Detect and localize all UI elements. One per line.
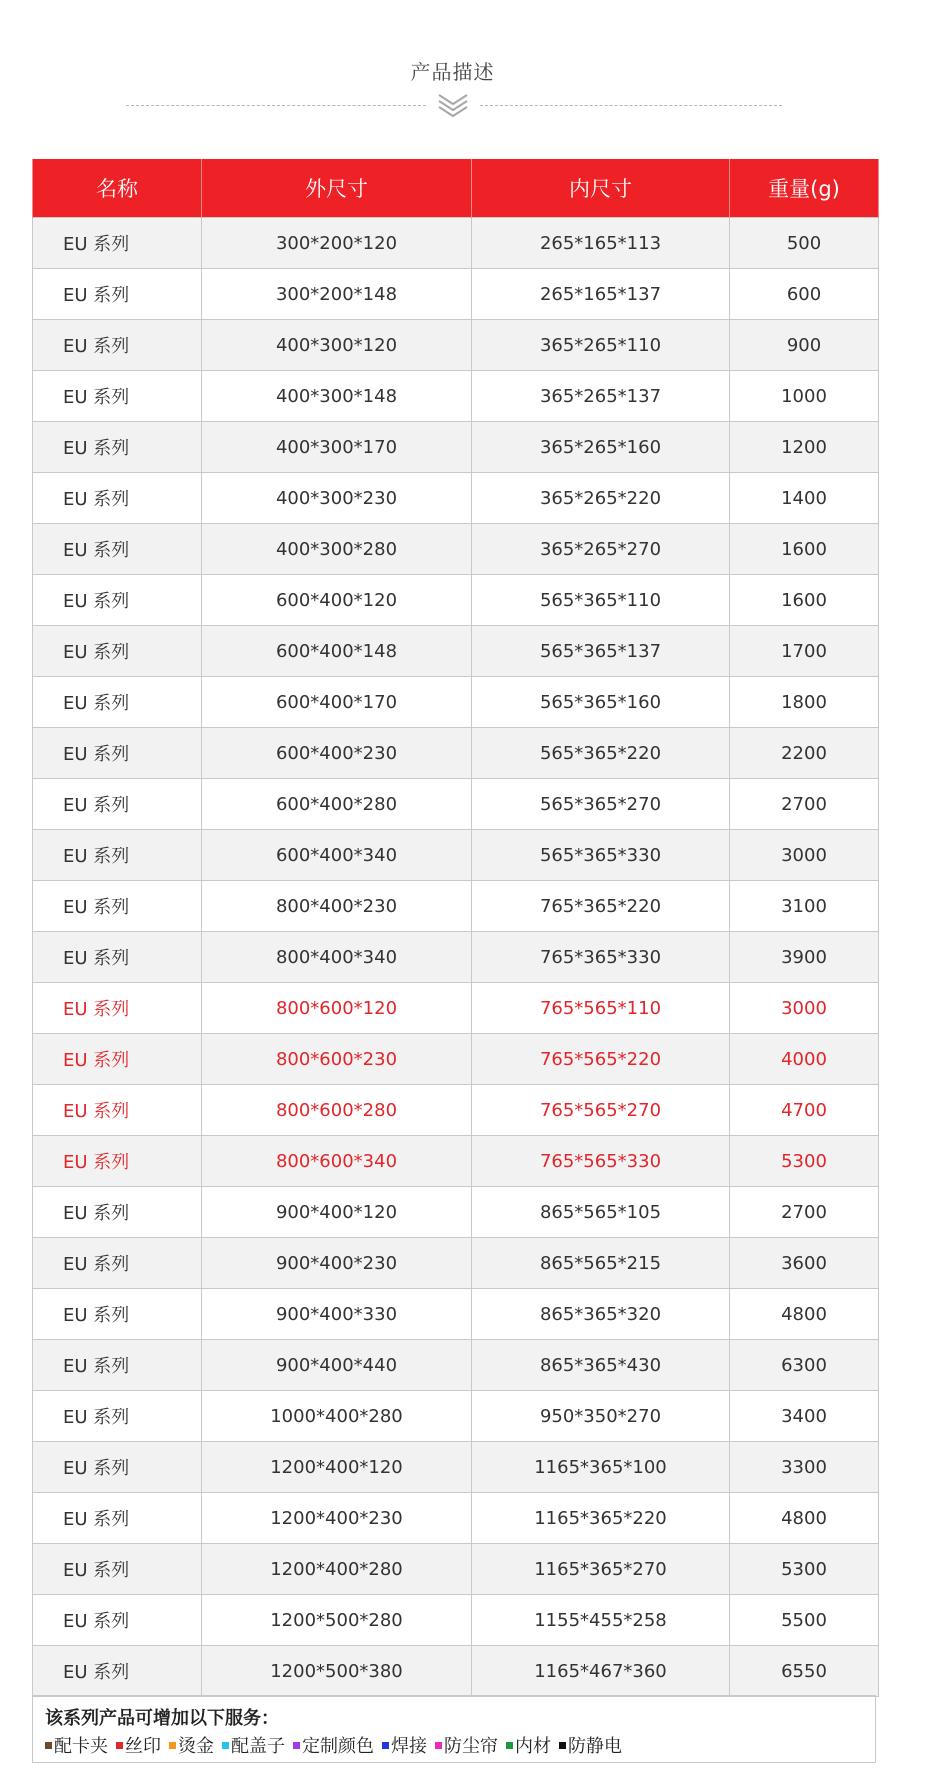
square-bullet-icon bbox=[559, 1742, 566, 1749]
cell-name: EU 系列 bbox=[33, 1391, 202, 1442]
cell-name: EU 系列 bbox=[33, 1238, 202, 1289]
cell-inner-size: 765*565*110 bbox=[472, 983, 730, 1034]
cell-weight: 2200 bbox=[730, 728, 879, 779]
table-row bbox=[33, 1187, 879, 1238]
cell-outer-size: 400*300*230 bbox=[202, 473, 472, 524]
cell-outer-size: 600*400*170 bbox=[202, 677, 472, 728]
cell-outer-size: 400*300*120 bbox=[202, 320, 472, 371]
page-title: 产品描述 bbox=[410, 60, 495, 84]
cell-inner-size: 265*165*137 bbox=[472, 269, 730, 320]
service-label: 内材 bbox=[515, 1736, 551, 1757]
cell-weight: 3100 bbox=[730, 881, 879, 932]
cell-outer-size: 600*400*340 bbox=[202, 830, 472, 881]
table-row bbox=[33, 524, 879, 575]
cell-weight: 2700 bbox=[730, 779, 879, 830]
table-body bbox=[33, 218, 879, 1697]
square-bullet-icon bbox=[116, 1742, 123, 1749]
cell-inner-size: 1165*365*220 bbox=[472, 1493, 730, 1544]
cell-inner-size: 365*265*270 bbox=[472, 524, 730, 575]
cell-outer-size: 1200*400*230 bbox=[202, 1493, 472, 1544]
service-item bbox=[169, 1732, 214, 1758]
service-label: 配卡夹 bbox=[54, 1736, 108, 1757]
cell-outer-size: 900*400*440 bbox=[202, 1340, 472, 1391]
cell-inner-size: 865*365*320 bbox=[472, 1289, 730, 1340]
header-outer-size: 外尺寸 bbox=[202, 159, 472, 218]
cell-inner-size: 365*265*160 bbox=[472, 422, 730, 473]
cell-outer-size: 300*200*148 bbox=[202, 269, 472, 320]
chevron-down-icon bbox=[438, 93, 468, 119]
table-row bbox=[33, 473, 879, 524]
cell-name: EU 系列 bbox=[33, 983, 202, 1034]
square-bullet-icon bbox=[222, 1742, 229, 1749]
service-label: 丝印 bbox=[125, 1736, 161, 1757]
cell-inner-size: 1165*467*360 bbox=[472, 1646, 730, 1697]
table-row bbox=[33, 1391, 879, 1442]
cell-name: EU 系列 bbox=[33, 1493, 202, 1544]
divider-line-left bbox=[126, 105, 426, 106]
cell-name: EU 系列 bbox=[33, 1136, 202, 1187]
table-row bbox=[33, 218, 879, 269]
cell-weight: 500 bbox=[730, 218, 879, 269]
cell-name: EU 系列 bbox=[33, 524, 202, 575]
cell-outer-size: 600*400*230 bbox=[202, 728, 472, 779]
cell-weight: 5300 bbox=[730, 1544, 879, 1595]
cell-weight: 4800 bbox=[730, 1493, 879, 1544]
cell-weight: 1000 bbox=[730, 371, 879, 422]
cell-outer-size: 300*200*120 bbox=[202, 218, 472, 269]
cell-name: EU 系列 bbox=[33, 371, 202, 422]
cell-weight: 1800 bbox=[730, 677, 879, 728]
cell-inner-size: 365*265*220 bbox=[472, 473, 730, 524]
cell-name: EU 系列 bbox=[33, 1034, 202, 1085]
cell-name: EU 系列 bbox=[33, 320, 202, 371]
cell-name: EU 系列 bbox=[33, 1187, 202, 1238]
cell-inner-size: 765*565*220 bbox=[472, 1034, 730, 1085]
cell-outer-size: 900*400*120 bbox=[202, 1187, 472, 1238]
cell-inner-size: 565*365*137 bbox=[472, 626, 730, 677]
service-label: 配盖子 bbox=[231, 1736, 285, 1757]
cell-inner-size: 1165*365*100 bbox=[472, 1442, 730, 1493]
cell-outer-size: 800*600*340 bbox=[202, 1136, 472, 1187]
cell-outer-size: 1000*400*280 bbox=[202, 1391, 472, 1442]
cell-outer-size: 800*600*230 bbox=[202, 1034, 472, 1085]
cell-weight: 4800 bbox=[730, 1289, 879, 1340]
table-row bbox=[33, 269, 879, 320]
table-row bbox=[33, 728, 879, 779]
table-row bbox=[33, 1646, 879, 1697]
table-row bbox=[33, 983, 879, 1034]
cell-weight: 1700 bbox=[730, 626, 879, 677]
cell-inner-size: 765*365*220 bbox=[472, 881, 730, 932]
table-row bbox=[33, 1544, 879, 1595]
cell-name: EU 系列 bbox=[33, 1595, 202, 1646]
cell-inner-size: 765*565*270 bbox=[472, 1085, 730, 1136]
cell-inner-size: 865*365*430 bbox=[472, 1340, 730, 1391]
table-row bbox=[33, 1595, 879, 1646]
cell-weight: 4700 bbox=[730, 1085, 879, 1136]
cell-inner-size: 765*565*330 bbox=[472, 1136, 730, 1187]
cell-inner-size: 1155*455*258 bbox=[472, 1595, 730, 1646]
services-heading: 该系列产品可增加以下服务： bbox=[45, 1708, 279, 1729]
cell-outer-size: 800*600*120 bbox=[202, 983, 472, 1034]
service-label: 定制颜色 bbox=[302, 1736, 374, 1757]
header-name: 名称 bbox=[33, 159, 202, 218]
cell-inner-size: 565*365*110 bbox=[472, 575, 730, 626]
cell-inner-size: 1165*365*270 bbox=[472, 1544, 730, 1595]
cell-outer-size: 1200*500*280 bbox=[202, 1595, 472, 1646]
table-row bbox=[33, 371, 879, 422]
cell-inner-size: 565*365*220 bbox=[472, 728, 730, 779]
cell-outer-size: 400*300*148 bbox=[202, 371, 472, 422]
table-row bbox=[33, 422, 879, 473]
service-item bbox=[222, 1732, 285, 1758]
title-divider bbox=[126, 93, 782, 119]
cell-name: EU 系列 bbox=[33, 626, 202, 677]
service-label: 焊接 bbox=[391, 1736, 427, 1757]
cell-name: EU 系列 bbox=[33, 779, 202, 830]
cell-weight: 900 bbox=[730, 320, 879, 371]
cell-weight: 3400 bbox=[730, 1391, 879, 1442]
cell-inner-size: 365*265*137 bbox=[472, 371, 730, 422]
cell-outer-size: 800*400*340 bbox=[202, 932, 472, 983]
service-item bbox=[382, 1732, 427, 1758]
cell-name: EU 系列 bbox=[33, 218, 202, 269]
cell-weight: 600 bbox=[730, 269, 879, 320]
cell-outer-size: 800*600*280 bbox=[202, 1085, 472, 1136]
cell-outer-size: 1200*500*380 bbox=[202, 1646, 472, 1697]
cell-weight: 5300 bbox=[730, 1136, 879, 1187]
table-row bbox=[33, 932, 879, 983]
table-row bbox=[33, 779, 879, 830]
cell-outer-size: 400*300*170 bbox=[202, 422, 472, 473]
cell-inner-size: 950*350*270 bbox=[472, 1391, 730, 1442]
service-item bbox=[559, 1732, 622, 1758]
table-row bbox=[33, 575, 879, 626]
cell-weight: 5500 bbox=[730, 1595, 879, 1646]
cell-name: EU 系列 bbox=[33, 1544, 202, 1595]
cell-inner-size: 765*365*330 bbox=[472, 932, 730, 983]
cell-name: EU 系列 bbox=[33, 932, 202, 983]
table-row bbox=[33, 320, 879, 371]
table-row bbox=[33, 677, 879, 728]
table-row bbox=[33, 1085, 879, 1136]
service-item bbox=[116, 1732, 161, 1758]
cell-inner-size: 365*265*110 bbox=[472, 320, 730, 371]
cell-inner-size: 565*365*270 bbox=[472, 779, 730, 830]
divider-line-right bbox=[480, 105, 782, 106]
table-row bbox=[33, 1493, 879, 1544]
cell-outer-size: 800*400*230 bbox=[202, 881, 472, 932]
square-bullet-icon bbox=[382, 1742, 389, 1749]
cell-weight: 1600 bbox=[730, 524, 879, 575]
spec-table bbox=[32, 159, 879, 1697]
square-bullet-icon bbox=[506, 1742, 513, 1749]
service-label: 防尘帘 bbox=[444, 1736, 498, 1757]
service-item bbox=[506, 1732, 551, 1758]
cell-outer-size: 900*400*230 bbox=[202, 1238, 472, 1289]
cell-outer-size: 1200*400*280 bbox=[202, 1544, 472, 1595]
cell-weight: 1200 bbox=[730, 422, 879, 473]
square-bullet-icon bbox=[45, 1742, 52, 1749]
cell-weight: 1600 bbox=[730, 575, 879, 626]
cell-weight: 2700 bbox=[730, 1187, 879, 1238]
cell-inner-size: 865*565*215 bbox=[472, 1238, 730, 1289]
cell-inner-size: 865*565*105 bbox=[472, 1187, 730, 1238]
cell-name: EU 系列 bbox=[33, 473, 202, 524]
services-box bbox=[32, 1695, 876, 1763]
square-bullet-icon bbox=[169, 1742, 176, 1749]
cell-name: EU 系列 bbox=[33, 422, 202, 473]
cell-name: EU 系列 bbox=[33, 677, 202, 728]
table-row bbox=[33, 1136, 879, 1187]
header-weight: 重量(g) bbox=[730, 159, 879, 218]
cell-inner-size: 265*165*113 bbox=[472, 218, 730, 269]
square-bullet-icon bbox=[435, 1742, 442, 1749]
cell-weight: 3300 bbox=[730, 1442, 879, 1493]
table-row bbox=[33, 830, 879, 881]
cell-weight: 3900 bbox=[730, 932, 879, 983]
cell-name: EU 系列 bbox=[33, 830, 202, 881]
cell-outer-size: 600*400*148 bbox=[202, 626, 472, 677]
cell-weight: 3000 bbox=[730, 830, 879, 881]
cell-name: EU 系列 bbox=[33, 1646, 202, 1697]
cell-outer-size: 900*400*330 bbox=[202, 1289, 472, 1340]
table-row bbox=[33, 1340, 879, 1391]
cell-name: EU 系列 bbox=[33, 1085, 202, 1136]
cell-name: EU 系列 bbox=[33, 575, 202, 626]
cell-weight: 4000 bbox=[730, 1034, 879, 1085]
service-item bbox=[435, 1732, 498, 1758]
cell-weight: 3000 bbox=[730, 983, 879, 1034]
header-inner-size: 内尺寸 bbox=[472, 159, 730, 218]
cell-name: EU 系列 bbox=[33, 1340, 202, 1391]
cell-outer-size: 400*300*280 bbox=[202, 524, 472, 575]
cell-outer-size: 1200*400*120 bbox=[202, 1442, 472, 1493]
table-header-row bbox=[33, 159, 879, 218]
cell-weight: 6300 bbox=[730, 1340, 879, 1391]
cell-name: EU 系列 bbox=[33, 269, 202, 320]
cell-weight: 3600 bbox=[730, 1238, 879, 1289]
service-item bbox=[293, 1732, 374, 1758]
cell-weight: 6550 bbox=[730, 1646, 879, 1697]
cell-weight: 1400 bbox=[730, 473, 879, 524]
service-label: 烫金 bbox=[178, 1736, 214, 1757]
cell-name: EU 系列 bbox=[33, 881, 202, 932]
table-row bbox=[33, 1442, 879, 1493]
services-list bbox=[45, 1732, 630, 1758]
cell-inner-size: 565*365*330 bbox=[472, 830, 730, 881]
cell-outer-size: 600*400*120 bbox=[202, 575, 472, 626]
cell-name: EU 系列 bbox=[33, 1442, 202, 1493]
table-row bbox=[33, 626, 879, 677]
cell-name: EU 系列 bbox=[33, 1289, 202, 1340]
square-bullet-icon bbox=[293, 1742, 300, 1749]
cell-inner-size: 565*365*160 bbox=[472, 677, 730, 728]
table-row bbox=[33, 881, 879, 932]
cell-outer-size: 600*400*280 bbox=[202, 779, 472, 830]
cell-name: EU 系列 bbox=[33, 728, 202, 779]
service-item bbox=[45, 1732, 108, 1758]
table-row bbox=[33, 1238, 879, 1289]
service-label: 防静电 bbox=[568, 1736, 622, 1757]
table-row bbox=[33, 1289, 879, 1340]
table-row bbox=[33, 1034, 879, 1085]
